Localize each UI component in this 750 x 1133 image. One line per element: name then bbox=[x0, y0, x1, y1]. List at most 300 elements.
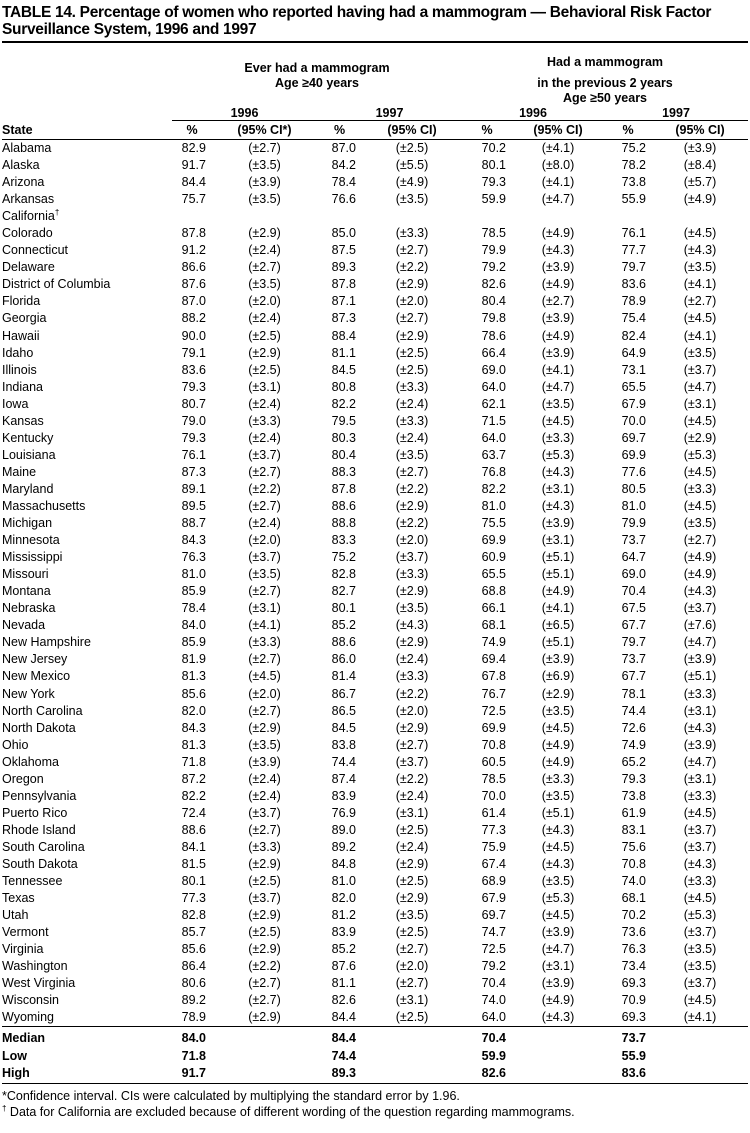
ci-cell bbox=[512, 481, 604, 498]
pct-cell bbox=[604, 174, 652, 191]
ci-header: (95% CI) bbox=[675, 123, 725, 137]
ci-cell-text: (±3.3) bbox=[683, 788, 717, 803]
ci-cell bbox=[512, 362, 604, 379]
ci-cell bbox=[652, 532, 748, 549]
ci-cell-text: (±2.2) bbox=[248, 959, 281, 974]
state-cell bbox=[2, 873, 172, 890]
ci-cell-text: (±3.7) bbox=[683, 839, 717, 854]
pct-cell-text: 83.6 bbox=[181, 362, 206, 377]
pct-cell bbox=[172, 737, 212, 754]
pct-cell bbox=[604, 1009, 652, 1027]
state-cell-text: Montana bbox=[2, 584, 51, 599]
state-cell-text: Nebraska bbox=[2, 601, 56, 616]
summary-value: 74.4 bbox=[331, 1048, 356, 1063]
ci-cell bbox=[362, 839, 462, 856]
ci-cell-text: (±2.5) bbox=[248, 874, 281, 889]
ci-cell-text: (±4.1) bbox=[683, 1010, 717, 1025]
pct-cell-text: 67.4 bbox=[481, 856, 507, 871]
pct-cell-text: 78.4 bbox=[181, 601, 206, 616]
ci-header: (95% CI) bbox=[387, 123, 437, 137]
pct-cell bbox=[604, 890, 652, 907]
pct-cell bbox=[462, 1009, 512, 1027]
ci-cell-text: (±4.7) bbox=[541, 942, 575, 957]
ci-cell-text: (±2.7) bbox=[248, 584, 281, 599]
table-row bbox=[2, 839, 748, 856]
ci-cell-text: (±3.1) bbox=[541, 959, 575, 974]
pct-cell-text: 64.0 bbox=[481, 379, 507, 394]
ci-cell-text: (±2.7) bbox=[248, 822, 281, 837]
ci-cell bbox=[652, 992, 748, 1009]
pct-cell-text: 72.5 bbox=[481, 703, 507, 718]
pct-cell bbox=[462, 788, 512, 805]
ci-cell bbox=[652, 873, 748, 890]
ci-cell bbox=[362, 805, 462, 822]
pct-cell bbox=[317, 515, 362, 532]
ci-cell bbox=[652, 839, 748, 856]
ci-cell-text: (±4.1) bbox=[248, 618, 281, 633]
pct-cell bbox=[172, 345, 212, 362]
ci-cell bbox=[652, 191, 748, 208]
pct-cell bbox=[604, 600, 652, 617]
ci-cell-text: (±3.3) bbox=[541, 771, 575, 786]
ci-cell-text: (±2.9) bbox=[541, 686, 575, 701]
pct-cell bbox=[317, 259, 362, 276]
state-cell bbox=[2, 822, 172, 839]
state-cell-text: Arizona bbox=[2, 175, 45, 190]
ci-cell-text: (±2.7) bbox=[395, 976, 429, 991]
ci-cell bbox=[362, 583, 462, 600]
ci-cell-text: (±3.9) bbox=[683, 141, 717, 155]
pct-cell-text: 80.4 bbox=[481, 294, 507, 309]
ci-cell-text: (±2.7) bbox=[683, 294, 717, 309]
ci-cell bbox=[652, 328, 748, 345]
pct-cell-text: 81.0 bbox=[181, 567, 206, 582]
state-cell bbox=[2, 174, 172, 191]
pct-cell-text: 82.8 bbox=[181, 908, 206, 923]
ci-cell-text: (±2.2) bbox=[248, 481, 281, 496]
pct-cell-text: 91.7 bbox=[181, 158, 206, 173]
ci-cell-text: (±4.5) bbox=[683, 464, 717, 479]
pct-cell bbox=[604, 771, 652, 788]
ci-cell-text: (±2.7) bbox=[395, 243, 429, 258]
table-row bbox=[2, 242, 748, 259]
ci-cell bbox=[652, 225, 748, 242]
pct-cell bbox=[604, 276, 652, 293]
ci-cell bbox=[652, 549, 748, 566]
table-row bbox=[2, 157, 748, 174]
pct-cell bbox=[172, 600, 212, 617]
ci-cell bbox=[652, 975, 748, 992]
ci-cell-text: (±4.5) bbox=[541, 720, 575, 735]
ci-cell-text: (±2.2) bbox=[395, 516, 429, 531]
pct-cell bbox=[317, 362, 362, 379]
ci-cell bbox=[652, 703, 748, 720]
footnote-dagger bbox=[2, 1104, 748, 1120]
pct-cell-text: 74.0 bbox=[621, 874, 647, 889]
ci-cell-text: (±2.7) bbox=[248, 652, 281, 667]
ci-cell bbox=[652, 788, 748, 805]
pct-cell-text: 69.9 bbox=[481, 720, 507, 735]
table-row bbox=[2, 873, 748, 890]
state-cell-text: Rhode Island bbox=[2, 822, 76, 837]
ci-cell bbox=[362, 703, 462, 720]
ci-cell bbox=[212, 293, 317, 310]
state-cell-text: South Dakota bbox=[2, 856, 78, 871]
pct-cell-text: 74.9 bbox=[621, 737, 647, 752]
pct-cell-text: 82.2 bbox=[181, 788, 206, 803]
state-cell-text: West Virginia bbox=[2, 976, 76, 991]
ci-cell-text: (±4.7) bbox=[683, 635, 717, 650]
ci-cell-text: (±2.9) bbox=[248, 908, 281, 923]
pct-cell-text: 83.1 bbox=[621, 822, 647, 837]
pct-cell bbox=[172, 651, 212, 668]
ci-cell-text: (±5.3) bbox=[541, 891, 575, 906]
pct-cell-text: 86.4 bbox=[181, 959, 206, 974]
ci-cell-text: (±3.7) bbox=[683, 362, 717, 377]
pct-cell bbox=[462, 737, 512, 754]
pct-cell-text: 87.1 bbox=[331, 294, 356, 309]
pct-cell-text: 78.9 bbox=[621, 294, 647, 309]
summary-value: 71.8 bbox=[181, 1048, 206, 1063]
pct-cell-text: 85.2 bbox=[331, 942, 356, 957]
pct-cell bbox=[462, 310, 512, 327]
footnote-dagger-text: Data for California are excluded because of different wording of the question regarding mammograms. bbox=[6, 1104, 575, 1119]
table-row bbox=[2, 549, 748, 566]
ci-cell-text: (±3.9) bbox=[248, 175, 281, 190]
ci-cell bbox=[212, 873, 317, 890]
pct-cell-text: 82.4 bbox=[621, 328, 647, 343]
ci-cell-text: (±3.5) bbox=[683, 942, 717, 957]
ci-cell-text: (±4.1) bbox=[683, 277, 717, 292]
ci-cell bbox=[362, 890, 462, 907]
empty-cell bbox=[652, 1027, 748, 1048]
pct-cell-text: 77.6 bbox=[621, 464, 647, 479]
ci-cell bbox=[652, 600, 748, 617]
pct-cell bbox=[172, 771, 212, 788]
state-cell-text: Vermont bbox=[2, 925, 49, 940]
pct-cell bbox=[604, 907, 652, 924]
pct-cell-text: 62.1 bbox=[481, 396, 507, 411]
pct-cell bbox=[317, 941, 362, 958]
pct-cell-text: 67.5 bbox=[621, 601, 647, 616]
pct-cell bbox=[172, 583, 212, 600]
pct-cell-text: 81.2 bbox=[331, 908, 356, 923]
summary-value: 84.4 bbox=[331, 1031, 356, 1046]
pct-cell-text: 64.7 bbox=[621, 550, 647, 565]
pct-cell-text: 76.3 bbox=[181, 550, 206, 565]
pct-cell-text: 74.4 bbox=[331, 754, 356, 769]
ci-cell bbox=[362, 140, 462, 158]
ci-cell-text: (±2.5) bbox=[395, 345, 429, 360]
ci-cell-text: (±2.4) bbox=[395, 396, 429, 411]
state-cell bbox=[2, 890, 172, 907]
ci-cell bbox=[362, 481, 462, 498]
pct-cell-text: 85.9 bbox=[181, 635, 206, 650]
ci-cell bbox=[212, 856, 317, 873]
pct-cell-text: 81.1 bbox=[331, 976, 356, 991]
pct-cell bbox=[317, 157, 362, 174]
ci-cell bbox=[512, 839, 604, 856]
ci-cell bbox=[212, 754, 317, 771]
empty-cell bbox=[512, 1065, 604, 1083]
table-row bbox=[2, 259, 748, 276]
ci-cell bbox=[212, 566, 317, 583]
pct-cell bbox=[317, 208, 362, 225]
ci-cell bbox=[512, 873, 604, 890]
ci-cell-text: (±4.9) bbox=[683, 567, 717, 582]
pct-cell-text: 83.8 bbox=[331, 737, 356, 752]
ci-cell-text: (±4.9) bbox=[541, 277, 575, 292]
pct-cell-text: 76.8 bbox=[481, 464, 507, 479]
state-cell bbox=[2, 157, 172, 174]
pct-cell-text: 84.8 bbox=[331, 856, 356, 871]
ci-cell bbox=[652, 174, 748, 191]
pct-cell-text: 80.1 bbox=[481, 158, 507, 173]
empty-cell bbox=[212, 1065, 317, 1083]
pct-cell-text: 84.0 bbox=[181, 618, 206, 633]
ci-cell-text: (±3.1) bbox=[541, 481, 575, 496]
ci-cell-text: (±5.3) bbox=[683, 908, 717, 923]
ci-cell bbox=[362, 157, 462, 174]
pct-cell-text: 79.3 bbox=[621, 771, 647, 786]
pct-cell-text: 82.9 bbox=[181, 141, 206, 155]
pct-cell-text: 80.1 bbox=[331, 601, 356, 616]
pct-cell bbox=[172, 958, 212, 975]
pct-cell-text: 87.0 bbox=[331, 141, 356, 155]
table-row bbox=[2, 276, 748, 293]
pct-cell-text: 89.2 bbox=[181, 993, 206, 1008]
pct-cell bbox=[462, 174, 512, 191]
table-row bbox=[2, 651, 748, 668]
empty-cell bbox=[512, 1048, 604, 1066]
ci-cell bbox=[362, 941, 462, 958]
ever-header-line2: Age ≥40 years bbox=[275, 76, 359, 90]
pct-cell-text: 86.6 bbox=[181, 260, 206, 275]
pct-cell-text: 68.1 bbox=[621, 891, 647, 906]
pct-cell bbox=[317, 924, 362, 941]
pct-cell bbox=[172, 498, 212, 515]
pct-cell-text: 59.9 bbox=[481, 192, 507, 207]
pct-cell-text: 88.6 bbox=[181, 822, 206, 837]
pct-cell bbox=[604, 362, 652, 379]
pct-cell bbox=[172, 259, 212, 276]
summary-row bbox=[2, 1048, 748, 1066]
pct-cell bbox=[172, 515, 212, 532]
pct-cell-text: 73.8 bbox=[621, 788, 647, 803]
state-cell bbox=[2, 924, 172, 941]
pct-cell bbox=[317, 634, 362, 651]
pct-cell-text: 88.3 bbox=[331, 464, 356, 479]
ci-cell-text: (±2.9) bbox=[395, 328, 429, 343]
pct-cell-text: 67.7 bbox=[621, 618, 647, 633]
ci-cell-text: (±3.7) bbox=[395, 550, 429, 565]
pct-cell bbox=[604, 191, 652, 208]
table-row bbox=[2, 515, 748, 532]
ci-cell bbox=[362, 328, 462, 345]
ci-cell-text: (±5.7) bbox=[683, 175, 717, 190]
pct-cell bbox=[462, 515, 512, 532]
pct-cell-text: 79.2 bbox=[481, 260, 507, 275]
pct-cell bbox=[317, 310, 362, 327]
pct-cell bbox=[462, 771, 512, 788]
state-cell-text: Wyoming bbox=[2, 1010, 54, 1025]
ci-cell-text: (±4.5) bbox=[541, 908, 575, 923]
ci-cell-text: (±3.5) bbox=[395, 447, 429, 462]
pct-cell-text: 79.1 bbox=[181, 345, 206, 360]
ci-cell-text: (±2.5) bbox=[395, 362, 429, 377]
pct-cell bbox=[604, 310, 652, 327]
ci-cell bbox=[652, 958, 748, 975]
pct-cell bbox=[604, 941, 652, 958]
pct-cell-text: 79.3 bbox=[481, 175, 507, 190]
state-cell-text: New York bbox=[2, 686, 55, 701]
pct-cell bbox=[317, 975, 362, 992]
ci-cell bbox=[512, 191, 604, 208]
ci-cell bbox=[512, 549, 604, 566]
pct-cell-text: 79.7 bbox=[621, 260, 647, 275]
pct-cell bbox=[172, 907, 212, 924]
ci-cell-text: (±2.9) bbox=[248, 1010, 281, 1025]
pct-cell bbox=[317, 805, 362, 822]
footnotes bbox=[2, 1088, 748, 1120]
pct-cell-text: 60.9 bbox=[481, 550, 507, 565]
state-cell bbox=[2, 396, 172, 413]
ci-cell-text: (±3.5) bbox=[248, 277, 281, 292]
pct-cell-text: 69.0 bbox=[621, 567, 647, 582]
pct-cell bbox=[172, 430, 212, 447]
pct-cell bbox=[317, 771, 362, 788]
ci-cell-text: (±2.4) bbox=[248, 243, 281, 258]
pct-cell bbox=[317, 600, 362, 617]
pct-cell-text: 82.7 bbox=[331, 584, 356, 599]
pct-cell bbox=[172, 293, 212, 310]
ci-header: (95% CI) bbox=[533, 123, 583, 137]
state-cell bbox=[2, 225, 172, 242]
state-cell-text: North Carolina bbox=[2, 703, 83, 718]
ci-cell-text: (±4.9) bbox=[541, 226, 575, 241]
ci-cell bbox=[362, 413, 462, 430]
ci-cell-text: (±4.1) bbox=[541, 175, 575, 190]
ci-cell-text: (±4.9) bbox=[541, 584, 575, 599]
state-cell bbox=[2, 379, 172, 396]
state-cell-text: Tennessee bbox=[2, 874, 63, 889]
ci-cell bbox=[212, 362, 317, 379]
prev-header-line2: in the previous 2 years bbox=[537, 76, 673, 90]
state-cell-text: South Carolina bbox=[2, 839, 85, 854]
pct-cell-text: 85.6 bbox=[181, 942, 206, 957]
ever-header-line1: Ever had a mammogram bbox=[244, 61, 390, 75]
pct-cell-text: 81.1 bbox=[331, 345, 356, 360]
summary-value: 59.9 bbox=[481, 1048, 507, 1063]
ci-cell bbox=[512, 634, 604, 651]
pct-cell bbox=[172, 873, 212, 890]
ci-cell-text: (±2.0) bbox=[248, 686, 281, 701]
ci-cell bbox=[362, 345, 462, 362]
pct-cell-text: 70.2 bbox=[621, 908, 647, 923]
ci-cell-text: (±4.5) bbox=[248, 669, 281, 684]
pct-cell-text: 83.9 bbox=[331, 925, 356, 940]
ci-cell bbox=[212, 191, 317, 208]
ci-cell bbox=[512, 208, 604, 225]
pct-cell bbox=[604, 208, 652, 225]
pct-cell-text: 82.6 bbox=[481, 277, 507, 292]
pct-cell-text: 73.1 bbox=[621, 362, 647, 377]
pct-cell bbox=[604, 481, 652, 498]
state-cell bbox=[2, 140, 172, 158]
ci-cell-text: (±2.5) bbox=[395, 925, 429, 940]
pct-cell-text: 60.5 bbox=[481, 754, 507, 769]
ci-cell-text: (±2.4) bbox=[395, 430, 429, 445]
state-cell bbox=[2, 617, 172, 634]
ci-cell bbox=[512, 958, 604, 975]
state-cell bbox=[2, 788, 172, 805]
ci-cell bbox=[652, 396, 748, 413]
pct-cell-text: 69.9 bbox=[481, 533, 507, 548]
pct-cell-text: 87.5 bbox=[331, 243, 356, 258]
pct-cell-text: 89.2 bbox=[331, 839, 356, 854]
ci-cell-text: (±4.9) bbox=[541, 328, 575, 343]
pct-cell-text: 68.9 bbox=[481, 874, 507, 889]
pct-cell-text: 79.0 bbox=[181, 413, 206, 428]
pct-cell-text: 68.8 bbox=[481, 584, 507, 599]
pct-cell-text: 84.4 bbox=[181, 175, 206, 190]
pct-cell bbox=[604, 788, 652, 805]
pct-cell-text: 69.9 bbox=[621, 447, 647, 462]
state-cell-text: Alaska bbox=[2, 158, 40, 173]
pct-cell bbox=[462, 634, 512, 651]
ci-cell-text: (±4.5) bbox=[683, 891, 717, 906]
pct-cell bbox=[462, 600, 512, 617]
pct-cell-text: 89.5 bbox=[181, 498, 206, 513]
pct-cell-text: 64.9 bbox=[621, 345, 647, 360]
table-row bbox=[2, 430, 748, 447]
pct-cell bbox=[462, 242, 512, 259]
ci-cell bbox=[212, 703, 317, 720]
pct-cell-text: 76.3 bbox=[621, 942, 647, 957]
ci-cell-text: (±2.9) bbox=[395, 891, 429, 906]
ci-cell bbox=[512, 703, 604, 720]
ci-cell bbox=[362, 379, 462, 396]
state-cell bbox=[2, 549, 172, 566]
pct-cell-text: 81.4 bbox=[331, 669, 356, 684]
pct-cell bbox=[462, 447, 512, 464]
pct-cell bbox=[462, 498, 512, 515]
ci-cell bbox=[362, 720, 462, 737]
pct-cell-text: 88.6 bbox=[331, 498, 356, 513]
ci-cell-text: (±2.7) bbox=[395, 942, 429, 957]
year-1997-prev: 1997 bbox=[604, 106, 748, 121]
pct-cell bbox=[317, 225, 362, 242]
table-row bbox=[2, 703, 748, 720]
pct-cell bbox=[604, 464, 652, 481]
ci-cell bbox=[652, 856, 748, 873]
pct-cell bbox=[604, 822, 652, 839]
state-cell bbox=[2, 941, 172, 958]
pct-cell bbox=[462, 328, 512, 345]
year-1997-ever: 1997 bbox=[317, 106, 462, 121]
state-cell bbox=[2, 856, 172, 873]
ci-cell bbox=[362, 464, 462, 481]
ci-cell bbox=[362, 651, 462, 668]
pct-cell-text: 61.9 bbox=[621, 805, 647, 820]
pct-cell-text: 70.8 bbox=[481, 737, 507, 752]
ci-cell bbox=[652, 379, 748, 396]
state-cell bbox=[2, 293, 172, 310]
ci-cell-text: (±4.5) bbox=[683, 805, 717, 820]
prev-header-line3: Age ≥50 years bbox=[563, 91, 648, 105]
table-row bbox=[2, 396, 748, 413]
ci-cell-text: (±2.9) bbox=[395, 277, 429, 292]
